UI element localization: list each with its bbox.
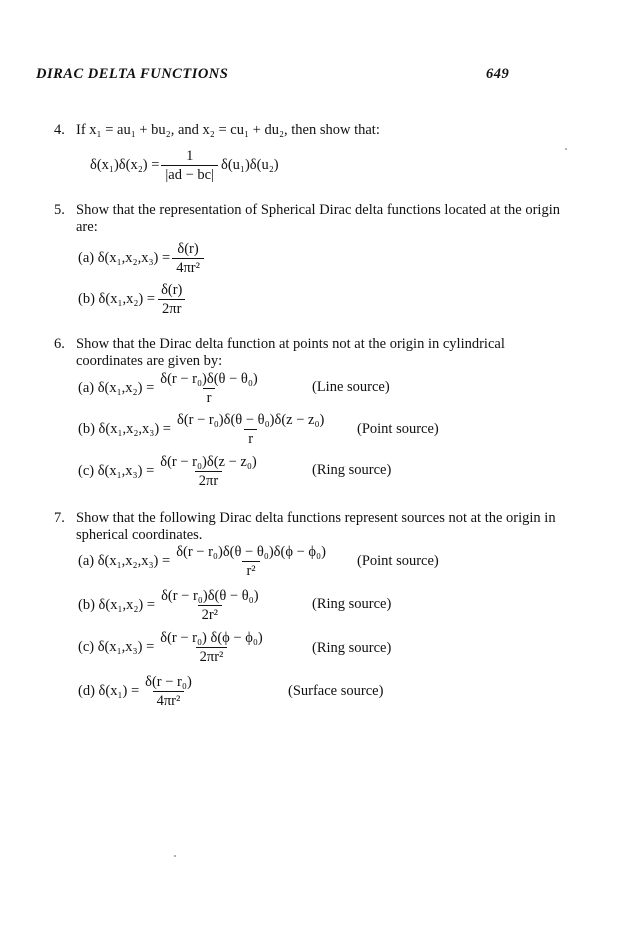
- problem-6c-equation: [78, 454, 263, 489]
- problem-7-text-line2: spherical coordinates.: [76, 527, 203, 543]
- equation-fraction: [156, 454, 260, 489]
- problem-6-number: 6.: [54, 336, 65, 352]
- fraction-denominator: 4πr²: [153, 691, 185, 709]
- equation-fraction: [172, 544, 330, 579]
- fraction-numerator: δ(r − r₀)δ(θ − θ₀): [161, 588, 259, 604]
- equation-fraction: [157, 588, 263, 623]
- problem-6a-equation: [78, 371, 264, 406]
- equation-lhs: (b) δ(x₁,x₂) =: [78, 597, 156, 613]
- fraction-denominator: 2πr²: [196, 647, 228, 665]
- problem-5b-equation: [78, 282, 188, 317]
- problem-5-number: 5.: [54, 202, 65, 218]
- problem-7a-equation: [78, 544, 332, 579]
- equation-fraction: [156, 630, 267, 665]
- fraction-numerator: δ(r): [161, 282, 183, 298]
- fraction-denominator: 2πr: [158, 299, 185, 317]
- equation-fraction: [157, 282, 186, 317]
- equation-fraction: [173, 412, 328, 447]
- equation-lhs: (b) δ(x₁,x₂) =: [78, 291, 156, 307]
- fraction-numerator: 1: [186, 148, 194, 164]
- equation-fraction: [141, 674, 196, 709]
- equation-lhs: (a) δ(x₁,x₂) =: [78, 380, 155, 396]
- stray-mark: [174, 855, 176, 857]
- running-header-title: DIRAC DELTA FUNCTIONS: [36, 66, 229, 82]
- problem-5a-equation: [78, 241, 206, 276]
- equation-lhs: (a) δ(x₁,x₂,x₃) =: [78, 553, 171, 569]
- fraction-numerator: δ(r − r₀): [145, 674, 192, 690]
- equation-lhs: (c) δ(x₁,x₃) =: [78, 463, 155, 479]
- fraction-denominator: r: [203, 388, 216, 406]
- fraction-denominator: 2πr: [195, 471, 222, 489]
- source-label: (Ring source): [312, 640, 392, 656]
- problem-6-text-line2: coordinates are given by:: [76, 353, 223, 369]
- fraction-numerator: δ(r): [177, 241, 199, 257]
- source-label: (Line source): [312, 379, 390, 395]
- problem-5-text-line1: Show that the representation of Spherical Dirac delta functions located at the origin: [76, 202, 560, 218]
- equation-lhs: (c) δ(x₁,x₃) =: [78, 639, 155, 655]
- source-label: (Point source): [357, 553, 439, 569]
- fraction-denominator: r²: [242, 561, 259, 579]
- problem-7b-equation: [78, 588, 265, 623]
- equation-lhs: (b) δ(x₁,x₂,x₃) =: [78, 421, 171, 437]
- stray-mark: [565, 148, 567, 150]
- fraction-numerator: δ(r − r₀)δ(θ − θ₀): [160, 371, 258, 387]
- equation-lhs: (d) δ(x₁) =: [78, 683, 140, 699]
- page-number: 649: [486, 66, 510, 82]
- equation-fraction: [156, 371, 262, 406]
- fraction-numerator: δ(r − r₀)δ(θ − θ₀)δ(ϕ − ϕ₀): [176, 544, 326, 560]
- problem-6-text-line1: Show that the Dirac delta function at points not at the origin in cylindrical: [76, 336, 505, 352]
- problem-5-text-line2: are:: [76, 219, 98, 235]
- source-label: (Ring source): [312, 462, 392, 478]
- equation-lhs: δ(x₁)δ(x₂) =: [90, 157, 160, 173]
- source-label: (Point source): [357, 421, 439, 437]
- equation-fraction: [161, 148, 218, 183]
- fraction-numerator: δ(r − r₀) δ(ϕ − ϕ₀): [160, 630, 263, 646]
- equation-fraction: [172, 241, 204, 276]
- problem-7-text-line1: Show that the following Dirac delta functions represent sources not at the origin in: [76, 510, 556, 526]
- problem-7c-equation: [78, 630, 269, 665]
- fraction-denominator: 4πr²: [172, 258, 204, 276]
- fraction-numerator: δ(r − r₀)δ(z − z₀): [160, 454, 257, 470]
- fraction-denominator: |ad − bc|: [161, 165, 218, 183]
- problem-4-text: If x₁ = au₁ + bu₂, and x₂ = cu₁ + du₂, then show that:: [76, 122, 380, 138]
- source-label: (Surface source): [288, 683, 384, 699]
- fraction-denominator: 2r²: [198, 605, 222, 623]
- source-label: (Ring source): [312, 596, 392, 612]
- equation-lhs: (a) δ(x₁,x₂,x₃) =: [78, 250, 171, 266]
- problem-4-number: 4.: [54, 122, 65, 138]
- problem-4-equation: [90, 148, 279, 183]
- problem-7-number: 7.: [54, 510, 65, 526]
- equation-rhs: δ(u₁)δ(u₂): [221, 157, 279, 173]
- fraction-numerator: δ(r − r₀)δ(θ − θ₀)δ(z − z₀): [177, 412, 325, 428]
- fraction-denominator: r: [244, 429, 257, 447]
- problem-6b-equation: [78, 412, 330, 447]
- problem-7d-equation: [78, 674, 198, 709]
